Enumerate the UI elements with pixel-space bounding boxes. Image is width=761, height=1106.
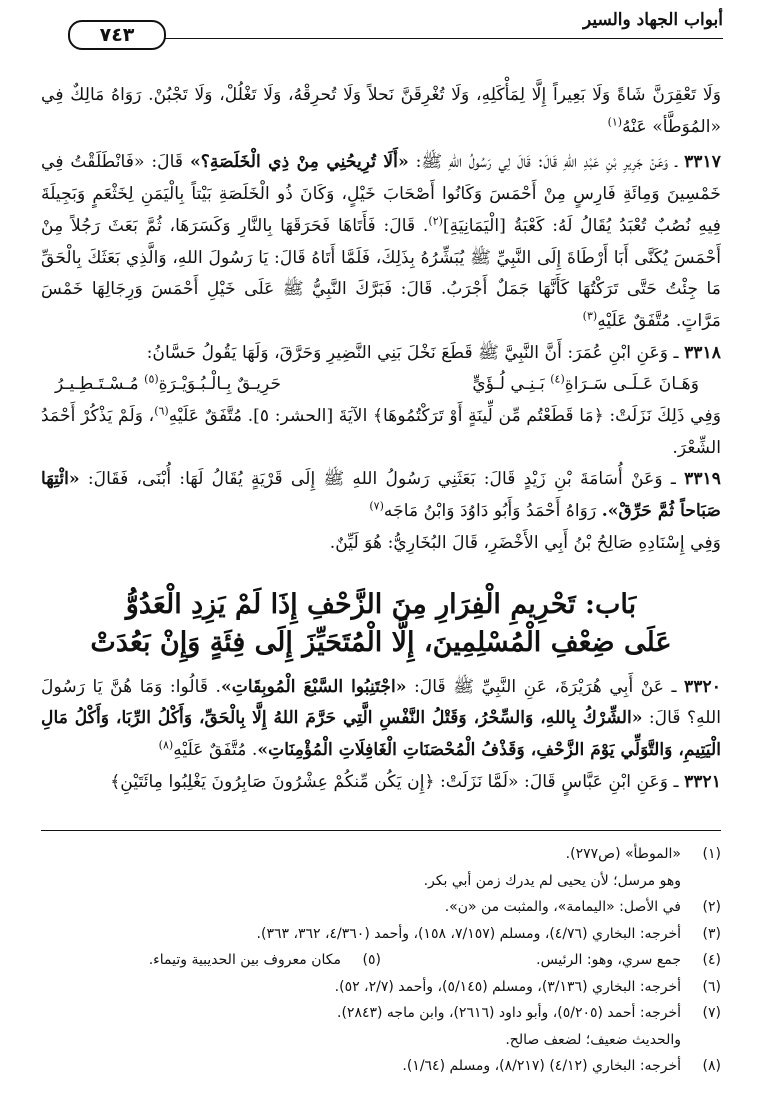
hadith-text-cont: . قَالَ: فَأَتَاهَا فَحَرَقَهَا بِالنَّارِ وَكَسَرَهَا، ثُمَّ بَعَثَ رَجُلاً مِنْ أَحْمَسَ يُكَنَّى أَبَا أَرْطَاةَ إِلَى النَّبِيِّ ﷺ يُبَشِّرُهُ بِذَلِكَ، فَلَمَّا أَتَاهُ قَالَ: يَا رَسُولَ اللهِ، وَالَّذِي بَعَثَكَ بِالْحَقِّ مَا جِئْتُ حَتَّى تَرَكْتُهَا كَأَنَّهَا جَمَلٌ أَجْرَبُ. قَالَ: فَبَرَّكَ النَّبِيُّ ﷺ عَلَى خَيْلِ أَحْمَسَ وَرِجَالِهَا خَمْسَ مَرَّاتٍ. مُتَّفَقٌ عَلَيْهِ xyxy=(41,215,721,331)
page-header xyxy=(84,8,723,62)
continuation-line-2: مَالِكٌ فِي «المُوَطَّأ» عَنْهُ xyxy=(41,85,721,137)
hadith-text: ـ وَعَنِ ابْنِ عَبَّاسٍ قَالَ: «لَمَّا نَزَلَتْ: ﴿إِن يَكُن مِّنكُمْ عِشْرُونَ صَابِرُونَ يَغْلِبُوا مِائَتَيْنِ﴾ xyxy=(110,771,679,792)
hadith-3317 xyxy=(41,147,721,337)
hadith-text-cont: . قَالُوا: وَمَا هُنَّ يَا رَسُولَ اللهِ؟ قَالَ: xyxy=(41,676,722,729)
footnote-ref: (٤) xyxy=(550,372,565,386)
continuation-line-1: وَلَا تَعْقِرَنَّ شَاةً وَلَا بَعِيراً إِلَّا لِمَأْكَلِهِ، وَلَا تُغْرِقَنَّ نَحلاً وَلَا تُحرِقْهُ، وَلَا تَغْلُلْ، وَلَا تَجْبُنْ. رَوَاهُ xyxy=(111,85,722,105)
footnote-ref: (٨) xyxy=(158,738,174,752)
footnote-row-4-5 xyxy=(41,947,721,974)
chapter-heading-line-2: عَلَى ضِعْفِ الْمُسْلِمِينَ، إِلَّا الْمُتَحَيِّزَ إِلَى فِئَةٍ وَإِنْ بَعُدَتْ xyxy=(90,626,672,658)
footnote-ref: (٣) xyxy=(582,309,598,323)
header-rule xyxy=(84,38,723,39)
footnote-2: (٢) في الأصل: «اليمامة»، والمثبت من «ن». xyxy=(444,899,721,915)
hadith-quote: «أَلَا تُرِيحُنِي مِنْ ذِي الْخَلَصَةِ؟» xyxy=(190,152,409,173)
poem-hemistich-1: وَهَـانَ عَـلَـى سَـرَاةِ$^{(٤)}$ بَـنِـي لُـؤَيٍّ xyxy=(472,372,699,395)
hadith-number: ٣٣١٧ xyxy=(684,152,722,173)
footnote-6: (٦) أخرجه: البخاري (٣/١٣٦)، ومسلم (٥/١٤٥)، وأحمد (٢/٧، ٥٢). xyxy=(334,978,721,995)
hadith-text-cont: رَوَاهُ أَحْمَدُ وَأَبُو دَاوُدَ وَابْنُ مَاجَه xyxy=(383,501,602,522)
hadith-text: وَفِي ذَلِكَ نَزَلَتْ: ﴿مَا قَطَعْتُم مِّن لِّينَةٍ أَوْ تَرَكْتُمُوهَا﴾ الآيَةَ [الحشر: ٥]. مُتَّفَقٌ عَلَيْهِ xyxy=(168,406,721,427)
hadith-text: ـ وَعَنِ ابْنِ عُمَرَ: أَنَّ النَّبِيَّ ﷺ قَطَعَ نَخْلَ بَنِي النَّضِيرِ وَحَرَّقَ، وَلَهَا يَقُولُ حَسَّانُ: xyxy=(146,342,679,363)
footnotes xyxy=(41,830,721,1080)
hadith-text: قَالَ: «فَانْطَلَقْتُ فِي خَمْسِينَ وَمِائَةِ فَارِسٍ مِنْ أَحْمَسَ وَكَانُوا أَصْحَابَ خَيْلٍ، وَكَانَ ذُو الْخَلَصَةِ بَيْتاً بِالْيَمَنِ لِخَثْعَمٍ وَبَجِيلَةَ فِيهِ نُصُبٌ تُعْبَدُ يُقَالُ لَهُ: كَعْبَةُ [الْيَمَانِيَةِ] xyxy=(41,152,721,236)
footnote-ref: (٥) xyxy=(144,372,159,386)
hadith-3319 xyxy=(41,464,721,527)
chapter-heading xyxy=(41,586,721,662)
footnote-5: (٥) مكان معروف بين الحديبية وتيماء. xyxy=(148,952,381,968)
hadith-text: ـ وَعَنْ أُسَامَةَ بْنِ زَيْدٍ قَالَ: بَعَثَنِي رَسُولُ اللهِ ﷺ إِلَى قَرْيَةٍ يُقَالُ لَهَا: أُبْنَى، فَقَالَ: xyxy=(87,469,676,490)
main-text xyxy=(41,80,721,798)
footnote-8: (٨) أخرجه: البخاري (٤/١٢) (٨/٢١٧)، ومسلم (١/٦٤). xyxy=(402,1058,721,1074)
hadith-number: ٣٣١٩ xyxy=(684,469,722,490)
footnote-ref: (١) xyxy=(607,114,623,128)
footnote-ref: (٦) xyxy=(154,404,169,418)
page-number: ٧٤٣ xyxy=(68,20,166,50)
isnad-note: وَفِي إِسْنَادِهِ صَالِحُ بْنُ أَبِي الأَخْضَرِ، قَالَ البُخَارِيُّ: هُوَ لَيِّنٌ. xyxy=(329,532,721,553)
hadith-3321 xyxy=(41,767,721,799)
hadith-3319-note xyxy=(41,528,721,560)
chapter-heading-line-1: بَاب: تَحْرِيمِ الْفِرَارِ مِنَ الزَّحْفِ إِذَا لَمْ يَزِدِ الْعَدُوُّ xyxy=(125,588,637,620)
footnote-1: (١) «الموطأ» (ص٢٧٧). xyxy=(565,846,721,862)
hadith-3320 xyxy=(41,672,721,767)
footnote-1-note: وهو مرسل؛ لأن يحيى لم يدرك زمن أبي بكر. xyxy=(423,872,681,889)
footnote-4: (٤) جمع سري، وهو: الرئيس. xyxy=(536,952,721,968)
poem-verse xyxy=(41,369,721,401)
hadith-number: ٣٣١٨ xyxy=(684,342,721,363)
hadith-text-cont: ، وَلَمْ يَذْكُرْ أَحْمَدُ الشِّعْرَ. xyxy=(41,406,721,458)
footnote-ref: (٢) xyxy=(428,214,443,228)
hadith-text: ـ عَنْ أَبِي هُرَيْرَةَ، عَنِ النَّبِيِّ ﷺ قَالَ: xyxy=(414,676,677,697)
hadith-text-end: . مُتَّفَقٌ عَلَيْهِ xyxy=(173,739,258,760)
footnote-7: (٧) أخرجه: أحمد (٥/٢٠٥)، وأبو داود (٢٦١٦)، وابن ماجه (٢٨٤٣). xyxy=(337,1005,721,1021)
footnote-ref: (٧) xyxy=(369,499,384,513)
running-title: أبواب الجهاد والسير xyxy=(582,10,723,30)
hadith-3318-cont xyxy=(41,401,721,464)
hadith-quote: «اجْتَنِبُوا السَّبْعَ الْمُوبِقَاتِ» xyxy=(221,676,407,697)
poem-hemistich-2: حَرِيـقٌ بِـالْـبُـوَيْـرَةِ$^{(٥)}$ مُـسْـتَـطِـيـرُ xyxy=(55,372,282,395)
hadith-number: ٣٣٢١ xyxy=(684,771,721,792)
hadith-quote: «ائْتِهَا صَبَاحاً ثُمَّ حَرِّقْ». xyxy=(41,469,721,522)
hadith-number: ٣٣٢٠ xyxy=(684,676,721,697)
footnote-7-note: والحديث ضعيف؛ لضعف صالح. xyxy=(505,1031,681,1048)
footnote-3: (٣) أخرجه: البخاري (٤/٧٦)، ومسلم (٧/١٥٧، ١٥٨)، وأحمد (٤/٣٦٠، ٣٦٢، ٣٦٣). xyxy=(256,925,721,942)
hadith-quote-2: «الشِّرْكُ بِاللهِ، وَالسِّحْرُ، وَقَتْلُ النَّفْسِ الَّتِي حَرَّمَ اللهُ إِلَّا بِالْحَقِّ، وَأَكْلُ الرِّبَا، وَأَكْلُ مَالِ الْيَتِيمِ، وَالتَّوَلِّي يَوْمَ الزَّحْفِ، وَقَذْفُ الْمُحْصَنَاتِ الْغَافِلَاتِ الْمُؤْمِنَاتِ» xyxy=(41,708,721,760)
hadith-intro: ـ وَعَنْ جَرِيرِ بْنِ عَبْدِ اللهِ قَالَ: قَالَ لِي رَسُولُ اللهِ ﷺ: xyxy=(415,152,678,173)
text-line xyxy=(41,80,721,143)
hadith-3318 xyxy=(41,338,721,370)
